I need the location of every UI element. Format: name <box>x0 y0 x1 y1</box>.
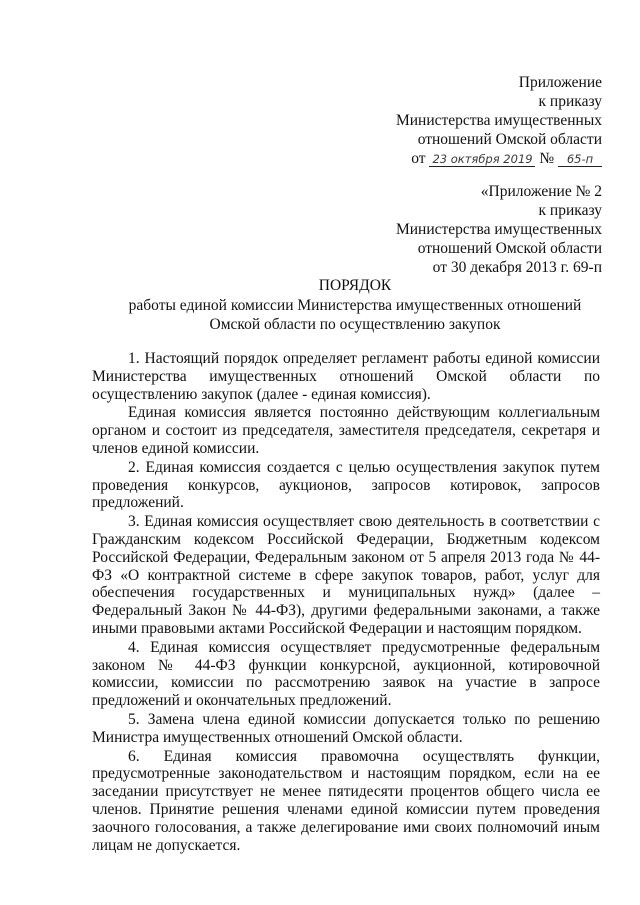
paragraph: 6. Единая комиссия правомочна осуществлять функции, предусмотренные законодательством и настоящим порядком, если на ее заседании присутствует не менее пятидесяти процентов общего числа ее членов. Принятие решения членами единой комиссии путем проведения заочного голосования, а также делегирование ими своих полномочий иным лицам не допускается. <box>92 747 600 854</box>
appendix-2-line: Министерства имущественных <box>395 221 602 238</box>
appendix-2-line: к приказу <box>538 202 602 219</box>
paragraph: 2. Единая комиссия создается с целью осуществления закупок путем проведения конкурсов, аукционов, запросов котировок, запросов предложений. <box>92 458 600 512</box>
document-body <box>92 350 600 854</box>
appendix-2-header <box>396 182 602 277</box>
paragraph: 5. Замена члена единой комиссии допускается только по решению Министра имущественных отношений Омской области. <box>92 710 600 746</box>
document-title-block <box>60 276 640 334</box>
handwritten-number: 65-п <box>558 152 602 167</box>
paragraph: 1. Настоящий порядок определяет регламент работы единой комиссии Министерства имущественных отношений Омской области по осуществлению закупок (далее - единая комиссия). <box>92 350 600 403</box>
document-subtitle-line: работы единой комиссии Министерства имущественных отношений <box>128 297 582 314</box>
appendix-date-line <box>396 149 602 168</box>
paragraph: 3. Единая комиссия осуществляет свою деятельность в соответствии с Гражданским кодексом Российской Федерации, Бюджетным кодексом Российской Федерации, Федеральным законом от 5 апреля 2013 года № 44-ФЗ «О контрактной системе в сфере закупок товаров, работ, услуг для обеспечения государственных и муниципальных нужд» (далее – Федеральный Закон № 44-ФЗ), другими федеральными законами, а также иными правовыми актами Российской Федерации и настоящим порядком. <box>92 513 600 637</box>
appendix-line: Министерства имущественных <box>395 112 602 129</box>
number-prefix: № <box>539 150 555 167</box>
paragraph: 4. Единая комиссия осуществляет предусмотренные федеральным законом № 44-ФЗ функции конкурсной, аукционной, котировочной комиссии, комиссии по рассмотрению заявок на участие в запросе предложений и окончательных предложений. <box>92 638 600 710</box>
appendix-line: отношений Омской области <box>417 131 602 148</box>
handwritten-date: 23 октября 2019 <box>429 152 535 167</box>
date-prefix: от <box>411 150 426 167</box>
appendix-line: Приложение <box>518 74 602 91</box>
document-subtitle-line: Омской области по осуществлению закупок <box>209 316 501 333</box>
appendix-line: к приказу <box>538 93 602 110</box>
appendix-2-line: от 30 декабря 2013 г. 69-п <box>432 259 602 276</box>
appendix-header <box>396 73 602 168</box>
appendix-2-line: отношений Омской области <box>417 240 602 257</box>
appendix-2-line: «Приложение № 2 <box>480 183 602 200</box>
document-title: ПОРЯДОК <box>318 277 392 294</box>
paragraph: Единая комиссия является постоянно действующим коллегиальным органом и состоит из председателя, заместителя председателя, секретаря и членов единой комиссии. <box>92 404 600 457</box>
